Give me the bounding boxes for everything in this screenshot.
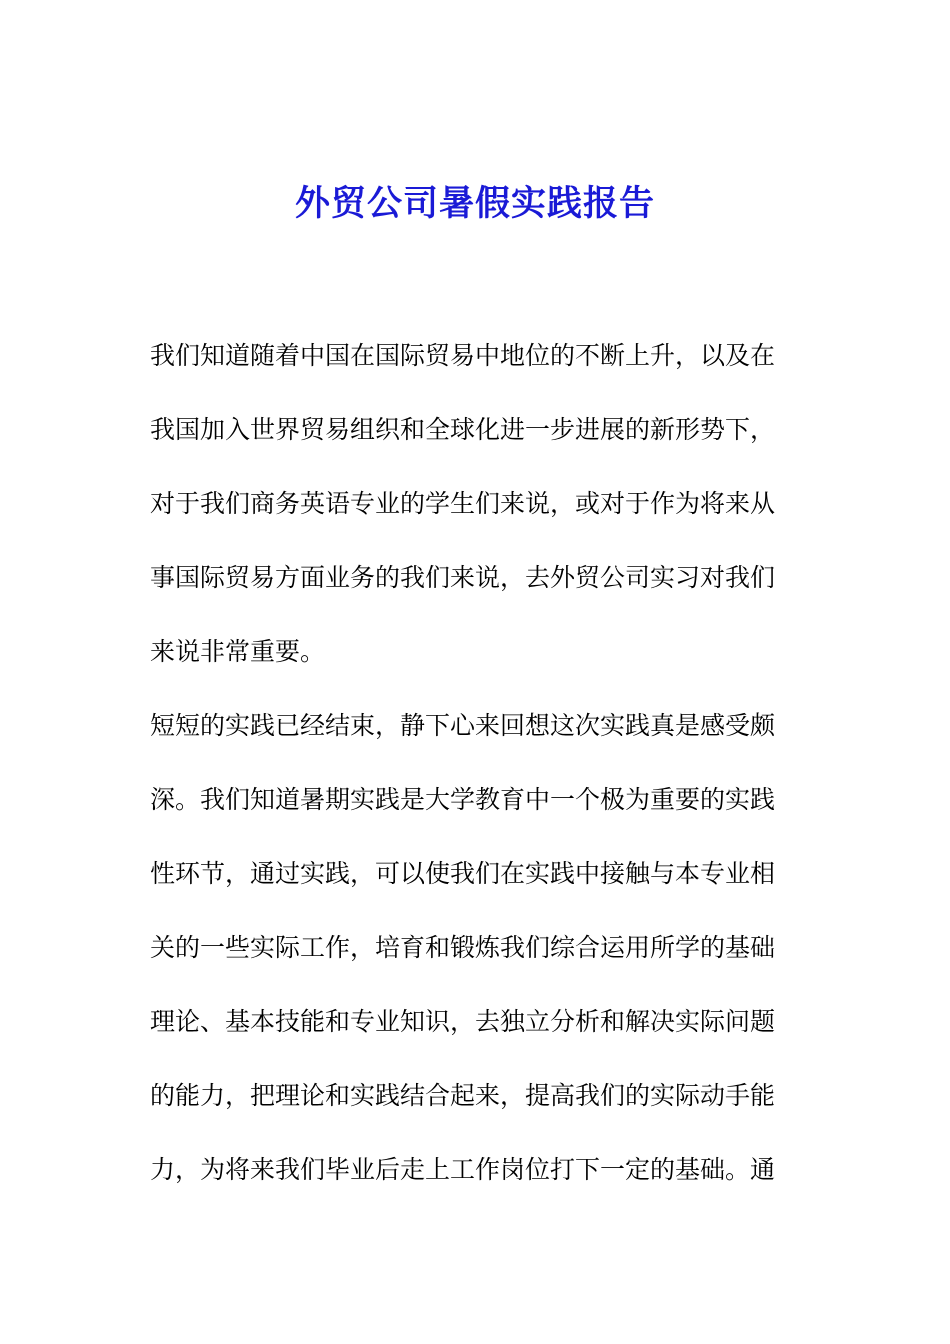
text-line: 性环节，通过实践，可以使我们在实践中接触与本专业相 xyxy=(150,859,776,888)
text-line: 理论、基本技能和专业知识，去独立分析和解决实际问题 xyxy=(150,1007,776,1036)
text-line: 对于我们商务英语专业的学生们来说，或对于作为将来从 xyxy=(150,489,776,518)
text-line: 我们知道随着中国在国际贸易中地位的不断上升，以及在 xyxy=(150,341,776,370)
text-line: 事国际贸易方面业务的我们来说，去外贸公司实习对我们 xyxy=(150,563,776,592)
paragraph-1 xyxy=(150,328,800,698)
text-line: 短短的实践已经结束，静下心来回想这次实践真是感受颇 xyxy=(150,711,776,740)
text-line: 来说非常重要。 xyxy=(150,637,326,666)
text-line: 关的一些实际工作，培育和锻炼我们综合运用所学的基础 xyxy=(150,933,776,962)
text-line: 力，为将来我们毕业后走上工作岗位打下一定的基础。通 xyxy=(150,1155,776,1184)
text-line: 深。我们知道暑期实践是大学教育中一个极为重要的实践 xyxy=(150,785,776,814)
text-line: 我国加入世界贸易组织和全球化进一步进展的新形势下， xyxy=(150,415,776,444)
paragraph-2 xyxy=(150,698,800,1216)
document-body xyxy=(150,328,800,1216)
document-title: 外贸公司暑假实践报告 xyxy=(294,183,655,224)
text-line: 的能力，把理论和实践结合起来，提高我们的实际动手能 xyxy=(150,1081,776,1110)
